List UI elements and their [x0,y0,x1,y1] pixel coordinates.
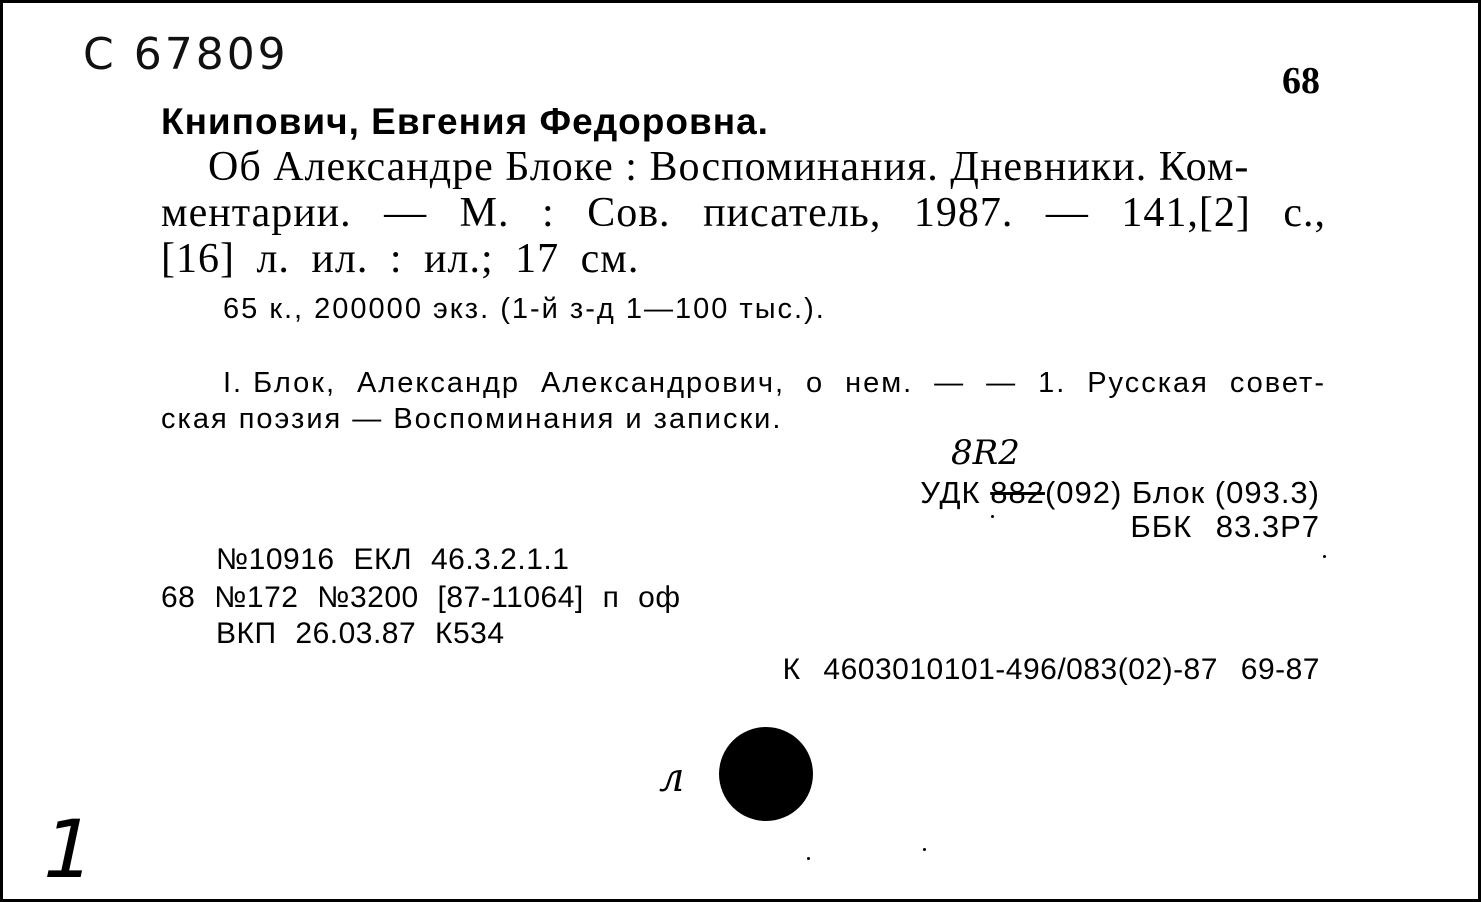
call-number: С 67809 [83,29,289,80]
title-word: : [542,190,555,236]
subject-word: 1. [1038,367,1067,399]
price-and-print-run: 65 к., 200000 экз. (1-й з-д 1—100 тыс.). [223,293,826,325]
tech-line-2: 68 №172 №3200 [87-11064] п оф [161,581,681,614]
title-line-3: [16] л. ил. : ил.; 17 см. [161,236,640,282]
speck [991,515,994,518]
subject-word: совет- [1229,367,1326,399]
subject-word: — [934,367,966,399]
subject-word: Александрович, [541,367,786,399]
subject-word: Русская [1087,367,1209,399]
title-word: писатель, [703,190,882,236]
udk-prefix: УДК [920,475,991,510]
title-word: М. [459,190,510,236]
punch-hole-dot [719,727,813,821]
subject-word: I. Блок, [223,367,336,399]
udk-struck-code: 882 [990,475,1045,510]
subject-line-1 [223,367,1326,400]
card-number: 68 [1282,60,1320,102]
title-line-2 [161,189,1326,237]
isbn-line: К 4603010101-496/083(02)-87 69-87 [782,653,1320,686]
handwritten-mark: л [659,755,685,801]
tech-line-3: ВКП 26.03.87 К534 [216,617,505,650]
handwritten-note: 8R2 [951,433,1020,473]
udk-classification [920,475,1320,511]
subject-word: нем. [845,367,914,399]
title-word: — [384,190,428,236]
speck [1323,555,1326,558]
udk-rest: (092) Блок (093.3) [1044,475,1320,510]
title-line-1: Об Александре Блоке : Воспоминания. Дневники. Ком- [208,144,1250,190]
subject-word: о [805,367,825,399]
title-word: ментарии. [161,190,352,236]
corner-handwritten-number: 1 [33,803,104,896]
tech-line-1: №10916 ЕКЛ 46.3.2.1.1 [216,543,570,576]
bbk-classification: ББК 83.3Р7 [1130,509,1320,544]
speck [807,857,810,860]
author-heading: Книпович, Евгения Федоровна. [161,101,769,142]
title-word: — [1045,190,1089,236]
title-word: 1987. [913,190,1014,236]
title-word: 141,[2] [1121,190,1251,236]
title-word: с., [1283,190,1326,236]
subject-word: — [986,367,1018,399]
title-word: Сов. [587,190,671,236]
speck [923,848,926,851]
subject-word: Александр [356,367,521,399]
subject-line-2: ская поэзия — Воспоминания и записки. [161,403,783,435]
